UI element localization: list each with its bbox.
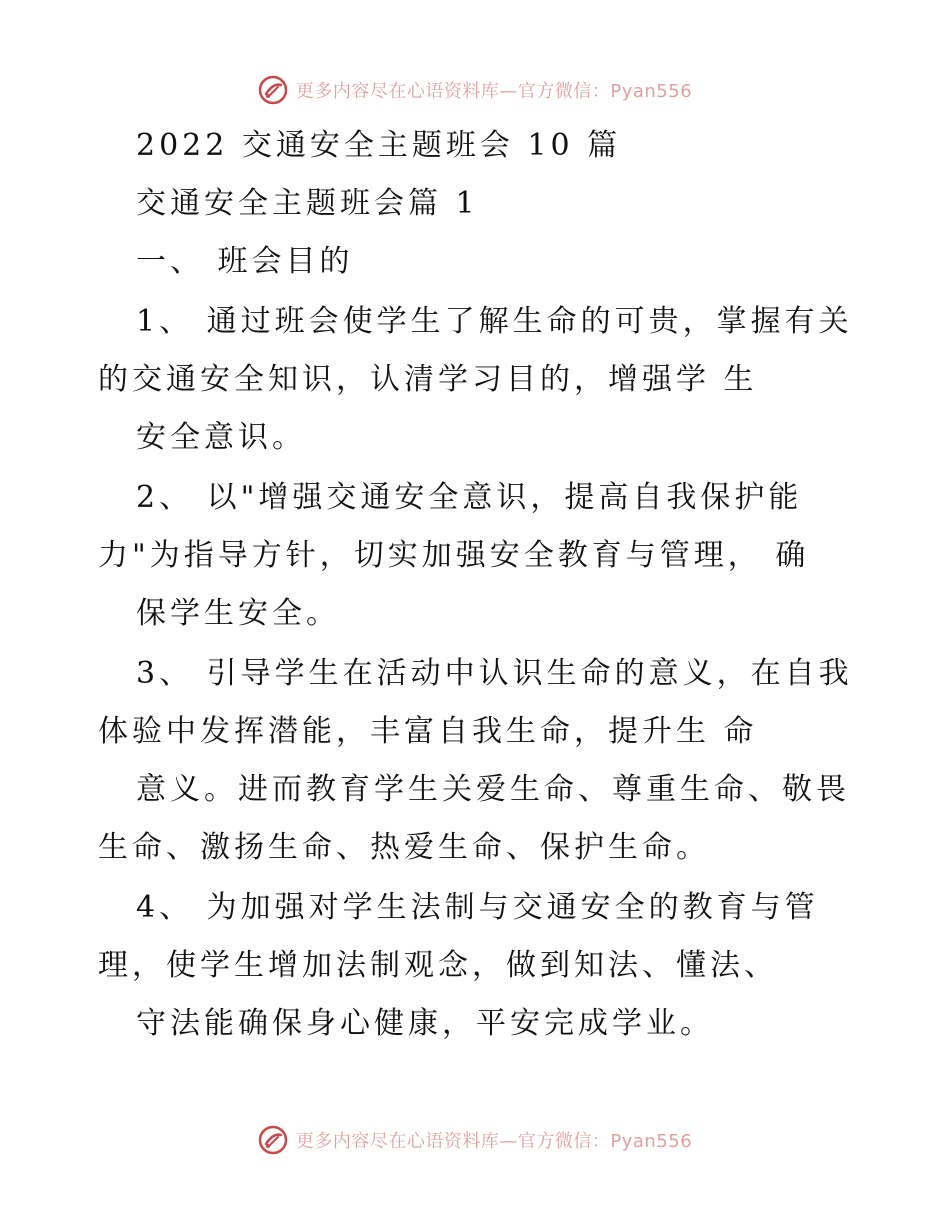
- body-line: 2、 以"增强交通安全意识，提高自我保护能: [136, 480, 803, 515]
- document-title: 2022 交通安全主题班会 10 篇: [136, 128, 622, 163]
- watermark-text: 更多内容尽在心语资料库—官方微信：Pyan556: [295, 81, 693, 102]
- header-watermark: [0, 72, 950, 108]
- watermark-text: 更多内容尽在心语资料库—官方微信：Pyan556: [295, 1131, 693, 1152]
- footer-watermark: [0, 1122, 950, 1158]
- body-line: 力"为指导方针，切实加强安全教育与管理， 确: [98, 538, 810, 573]
- body-line: 守法能确保身心健康，平安完成学业。: [136, 1006, 714, 1041]
- body-line: 安全意识。: [136, 420, 306, 455]
- body-line: 保学生安全。: [136, 596, 340, 631]
- section-heading: 交通安全主题班会篇 1: [136, 186, 479, 221]
- book-pen-logo-icon: [258, 1125, 288, 1155]
- body-line: 3、 引导学生在活动中认识生命的意义，在自我: [136, 656, 853, 691]
- body-line: 1、 通过班会使学生了解生命的可贵，掌握有关: [136, 304, 853, 339]
- body-line: 的交通安全知识，认清学习目的，增强学 生: [98, 362, 758, 397]
- body-line: 生命、激扬生命、热爱生命、保护生命。: [98, 830, 710, 865]
- body-line: 意义。进而教育学生关爱生命、尊重生命、敬畏: [136, 772, 850, 807]
- body-line: 体验中发挥潜能，丰富自我生命，提升生 命: [98, 714, 758, 749]
- body-line: 理，使学生增加法制观念，做到知法、懂法、: [98, 948, 778, 983]
- subheading: 一、 班会目的: [136, 244, 354, 279]
- body-line: 4、 为加强对学生法制与交通安全的教育与管: [136, 890, 819, 925]
- book-pen-logo-icon: [258, 75, 288, 105]
